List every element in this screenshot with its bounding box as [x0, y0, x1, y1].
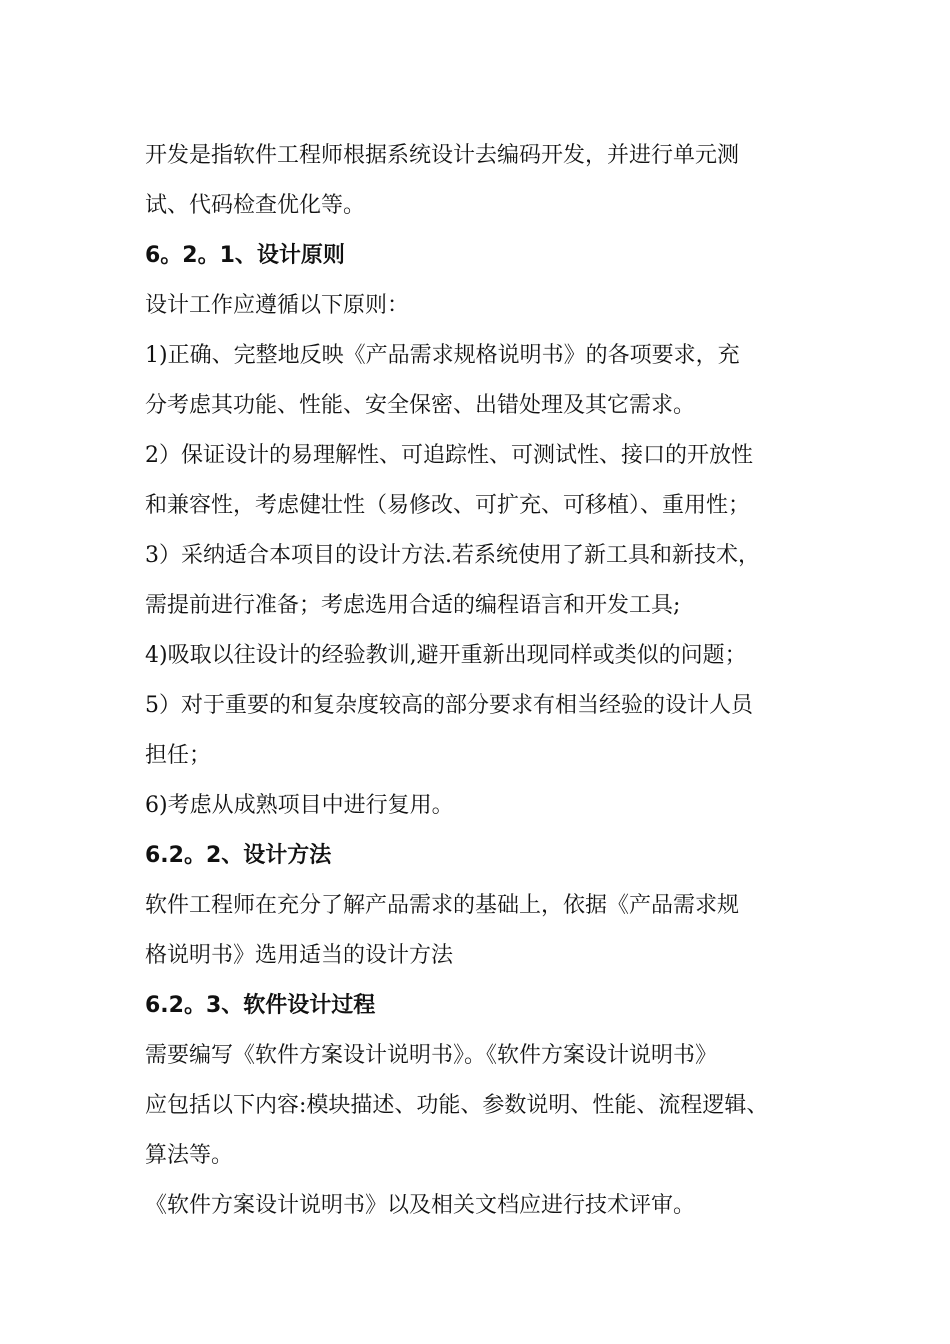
section-heading-6-2-1: 6。2。1、设计原则: [145, 243, 345, 268]
list-item-line: 担任；: [145, 743, 212, 768]
document-body: [145, 131, 835, 1231]
list-item-line: 3）采纳适合本项目的设计方法.若系统使用了新工具和新技术，: [145, 543, 760, 568]
list-item-line: 5）对于重要的和复杂度较高的部分要求有相当经验的设计人员: [145, 693, 753, 718]
paragraph-line: 试、代码检查优化等。: [145, 193, 366, 218]
list-item-line: 分考虑其功能、性能、安全保密、出错处理及其它需求。: [145, 393, 696, 418]
paragraph-line: 算法等。: [145, 1143, 234, 1168]
section-heading-6-2-2: 6.2。2、设计方法: [145, 843, 332, 868]
list-item-line: 和兼容性，考虑健壮性（易修改、可扩充、可移植）、重用性；: [145, 493, 751, 518]
list-item-line: 2）保证设计的易理解性、可追踪性、可测试性、接口的开放性: [145, 443, 753, 468]
paragraph-line: 需要编写《软件方案设计说明书》。《软件方案设计说明书》: [145, 1043, 718, 1068]
list-item-line: 6)考虑从成熟项目中进行复用。: [145, 793, 454, 818]
paragraph-line: 软件工程师在充分了解产品需求的基础上，依据《产品需求规: [145, 893, 740, 918]
section-heading-6-2-3: 6.2。3、软件设计过程: [145, 993, 376, 1018]
list-item-line: 4)吸取以往设计的经验教训,避开重新出现同样或类似的问题；: [145, 643, 747, 668]
paragraph-line: 应包括以下内容:模块描述、功能、参数说明、性能、流程逻辑、: [145, 1093, 769, 1118]
list-item-line: 1)正确、完整地反映《产品需求规格说明书》的各项要求，充: [145, 343, 740, 368]
list-item-line: 需提前进行准备；考虑选用合适的编程语言和开发工具;: [145, 593, 681, 618]
paragraph-line: 格说明书》选用适当的设计方法: [145, 943, 454, 968]
paragraph-line: 《软件方案设计说明书》以及相关文档应进行技术评审。: [145, 1193, 696, 1218]
paragraph-line: 开发是指软件工程师根据系统设计去编码开发，并进行单元测: [145, 143, 740, 168]
paragraph-line: 设计工作应遵循以下原则：: [145, 293, 410, 318]
